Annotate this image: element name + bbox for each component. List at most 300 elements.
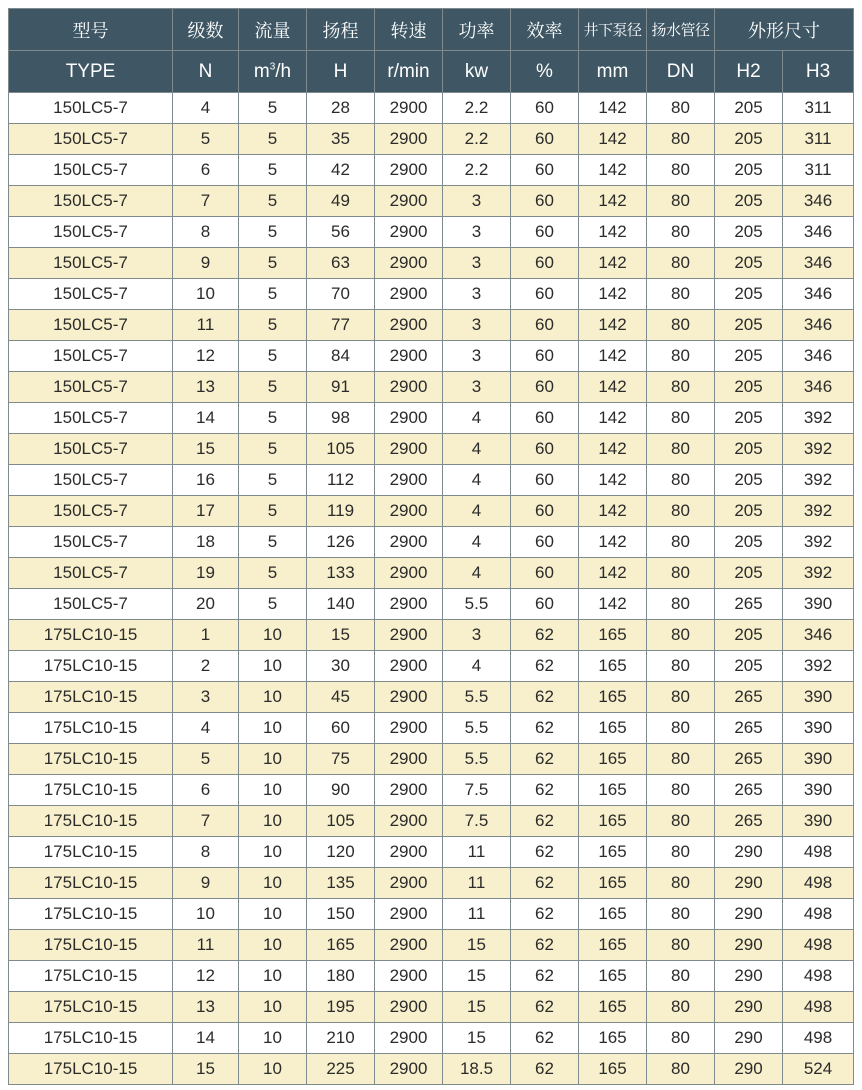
type-cell: 175LC10-15 bbox=[9, 1023, 173, 1054]
head-cell: 84 bbox=[307, 341, 375, 372]
unit-pipe-diameter: DN bbox=[647, 51, 715, 93]
table-row bbox=[9, 589, 854, 620]
h2-cell: 205 bbox=[715, 496, 783, 527]
speed-cell: 2900 bbox=[375, 434, 443, 465]
table-row bbox=[9, 713, 854, 744]
speed-cell: 2900 bbox=[375, 620, 443, 651]
type-cell: 175LC10-15 bbox=[9, 806, 173, 837]
flow-cell: 5 bbox=[239, 465, 307, 496]
speed-cell: 2900 bbox=[375, 1054, 443, 1085]
efficiency-cell: 60 bbox=[511, 124, 579, 155]
h3-cell: 390 bbox=[783, 713, 854, 744]
table-body bbox=[9, 93, 854, 1085]
efficiency-cell: 62 bbox=[511, 992, 579, 1023]
h3-cell: 390 bbox=[783, 806, 854, 837]
type-cell: 150LC5-7 bbox=[9, 186, 173, 217]
speed-cell: 2900 bbox=[375, 465, 443, 496]
pipe-diameter-cell: 80 bbox=[647, 992, 715, 1023]
power-cell: 2.2 bbox=[443, 155, 511, 186]
speed-cell: 2900 bbox=[375, 744, 443, 775]
type-cell: 150LC5-7 bbox=[9, 155, 173, 186]
flow-cell: 10 bbox=[239, 713, 307, 744]
well-diameter-cell: 142 bbox=[579, 186, 647, 217]
flow-cell: 5 bbox=[239, 93, 307, 124]
pipe-diameter-cell: 80 bbox=[647, 310, 715, 341]
head-cell: 63 bbox=[307, 248, 375, 279]
power-cell: 2.2 bbox=[443, 93, 511, 124]
type-cell: 175LC10-15 bbox=[9, 775, 173, 806]
h2-cell: 265 bbox=[715, 806, 783, 837]
unit-head: H bbox=[307, 51, 375, 93]
speed-cell: 2900 bbox=[375, 651, 443, 682]
efficiency-cell: 60 bbox=[511, 403, 579, 434]
pipe-diameter-cell: 80 bbox=[647, 558, 715, 589]
flow-cell: 5 bbox=[239, 341, 307, 372]
speed-cell: 2900 bbox=[375, 217, 443, 248]
h3-cell: 392 bbox=[783, 434, 854, 465]
well-diameter-cell: 165 bbox=[579, 1023, 647, 1054]
h3-cell: 498 bbox=[783, 992, 854, 1023]
speed-cell: 2900 bbox=[375, 496, 443, 527]
efficiency-cell: 62 bbox=[511, 651, 579, 682]
type-cell: 150LC5-7 bbox=[9, 248, 173, 279]
head-cell: 105 bbox=[307, 806, 375, 837]
well-diameter-cell: 165 bbox=[579, 651, 647, 682]
table-row bbox=[9, 1023, 854, 1054]
type-cell: 150LC5-7 bbox=[9, 558, 173, 589]
type-cell: 150LC5-7 bbox=[9, 527, 173, 558]
well-diameter-cell: 142 bbox=[579, 589, 647, 620]
h2-cell: 290 bbox=[715, 930, 783, 961]
type-cell: 175LC10-15 bbox=[9, 651, 173, 682]
h2-cell: 205 bbox=[715, 434, 783, 465]
power-cell: 4 bbox=[443, 558, 511, 589]
power-cell: 3 bbox=[443, 248, 511, 279]
unit-power: kw bbox=[443, 51, 511, 93]
power-cell: 2.2 bbox=[443, 124, 511, 155]
type-cell: 175LC10-15 bbox=[9, 620, 173, 651]
type-cell: 175LC10-15 bbox=[9, 682, 173, 713]
h3-cell: 498 bbox=[783, 837, 854, 868]
efficiency-cell: 60 bbox=[511, 217, 579, 248]
h2-cell: 205 bbox=[715, 310, 783, 341]
stages-cell: 5 bbox=[173, 124, 239, 155]
efficiency-cell: 60 bbox=[511, 465, 579, 496]
power-cell: 5.5 bbox=[443, 713, 511, 744]
power-cell: 7.5 bbox=[443, 775, 511, 806]
stages-cell: 15 bbox=[173, 1054, 239, 1085]
h3-cell: 390 bbox=[783, 775, 854, 806]
efficiency-cell: 62 bbox=[511, 930, 579, 961]
flow-cell: 5 bbox=[239, 279, 307, 310]
type-cell: 175LC10-15 bbox=[9, 713, 173, 744]
power-cell: 5.5 bbox=[443, 744, 511, 775]
unit-type: TYPE bbox=[9, 51, 173, 93]
power-cell: 4 bbox=[443, 496, 511, 527]
head-cell: 126 bbox=[307, 527, 375, 558]
head-cell: 28 bbox=[307, 93, 375, 124]
h2-cell: 205 bbox=[715, 403, 783, 434]
stages-cell: 9 bbox=[173, 868, 239, 899]
power-cell: 4 bbox=[443, 465, 511, 496]
efficiency-cell: 60 bbox=[511, 434, 579, 465]
header-type: 型号 bbox=[9, 9, 173, 51]
speed-cell: 2900 bbox=[375, 713, 443, 744]
stages-cell: 6 bbox=[173, 775, 239, 806]
head-cell: 135 bbox=[307, 868, 375, 899]
h2-cell: 290 bbox=[715, 1054, 783, 1085]
speed-cell: 2900 bbox=[375, 868, 443, 899]
power-cell: 15 bbox=[443, 992, 511, 1023]
pipe-diameter-cell: 80 bbox=[647, 155, 715, 186]
head-cell: 150 bbox=[307, 899, 375, 930]
well-diameter-cell: 165 bbox=[579, 806, 647, 837]
h3-cell: 392 bbox=[783, 403, 854, 434]
stages-cell: 16 bbox=[173, 465, 239, 496]
power-cell: 3 bbox=[443, 372, 511, 403]
h3-cell: 346 bbox=[783, 310, 854, 341]
well-diameter-cell: 142 bbox=[579, 155, 647, 186]
head-cell: 165 bbox=[307, 930, 375, 961]
head-cell: 98 bbox=[307, 403, 375, 434]
efficiency-cell: 60 bbox=[511, 372, 579, 403]
table-row bbox=[9, 341, 854, 372]
speed-cell: 2900 bbox=[375, 1023, 443, 1054]
head-cell: 119 bbox=[307, 496, 375, 527]
well-diameter-cell: 142 bbox=[579, 372, 647, 403]
type-cell: 150LC5-7 bbox=[9, 496, 173, 527]
table-row bbox=[9, 186, 854, 217]
h3-cell: 346 bbox=[783, 279, 854, 310]
flow-cell: 10 bbox=[239, 992, 307, 1023]
unit-h3: H3 bbox=[783, 51, 854, 93]
efficiency-cell: 60 bbox=[511, 589, 579, 620]
head-cell: 140 bbox=[307, 589, 375, 620]
table-row bbox=[9, 217, 854, 248]
head-cell: 133 bbox=[307, 558, 375, 589]
pipe-diameter-cell: 80 bbox=[647, 589, 715, 620]
well-diameter-cell: 142 bbox=[579, 465, 647, 496]
pipe-diameter-cell: 80 bbox=[647, 527, 715, 558]
head-cell: 75 bbox=[307, 744, 375, 775]
h3-cell: 346 bbox=[783, 620, 854, 651]
flow-cell: 10 bbox=[239, 620, 307, 651]
power-cell: 5.5 bbox=[443, 682, 511, 713]
type-cell: 150LC5-7 bbox=[9, 279, 173, 310]
type-cell: 175LC10-15 bbox=[9, 837, 173, 868]
efficiency-cell: 60 bbox=[511, 155, 579, 186]
unit-flow-h: /h bbox=[275, 60, 292, 82]
h3-cell: 311 bbox=[783, 93, 854, 124]
table-row bbox=[9, 310, 854, 341]
power-cell: 4 bbox=[443, 434, 511, 465]
flow-cell: 10 bbox=[239, 744, 307, 775]
header-stages: 级数 bbox=[173, 9, 239, 51]
stages-cell: 19 bbox=[173, 558, 239, 589]
well-diameter-cell: 165 bbox=[579, 620, 647, 651]
head-cell: 180 bbox=[307, 961, 375, 992]
table-row bbox=[9, 899, 854, 930]
header-speed: 转速 bbox=[375, 9, 443, 51]
efficiency-cell: 62 bbox=[511, 899, 579, 930]
stages-cell: 20 bbox=[173, 589, 239, 620]
h2-cell: 205 bbox=[715, 155, 783, 186]
head-cell: 60 bbox=[307, 713, 375, 744]
pipe-diameter-cell: 80 bbox=[647, 124, 715, 155]
power-cell: 15 bbox=[443, 1023, 511, 1054]
h2-cell: 205 bbox=[715, 527, 783, 558]
head-cell: 35 bbox=[307, 124, 375, 155]
h3-cell: 524 bbox=[783, 1054, 854, 1085]
h2-cell: 205 bbox=[715, 372, 783, 403]
well-diameter-cell: 165 bbox=[579, 992, 647, 1023]
pipe-diameter-cell: 80 bbox=[647, 403, 715, 434]
h2-cell: 205 bbox=[715, 186, 783, 217]
speed-cell: 2900 bbox=[375, 403, 443, 434]
flow-cell: 10 bbox=[239, 806, 307, 837]
h3-cell: 346 bbox=[783, 186, 854, 217]
unit-flow-exponent: 3 bbox=[269, 61, 276, 73]
pipe-diameter-cell: 80 bbox=[647, 713, 715, 744]
well-diameter-cell: 165 bbox=[579, 868, 647, 899]
h3-cell: 346 bbox=[783, 217, 854, 248]
type-cell: 175LC10-15 bbox=[9, 930, 173, 961]
head-cell: 70 bbox=[307, 279, 375, 310]
head-cell: 90 bbox=[307, 775, 375, 806]
speed-cell: 2900 bbox=[375, 279, 443, 310]
table-row bbox=[9, 496, 854, 527]
pipe-diameter-cell: 80 bbox=[647, 496, 715, 527]
flow-cell: 5 bbox=[239, 403, 307, 434]
table-row bbox=[9, 372, 854, 403]
h2-cell: 265 bbox=[715, 682, 783, 713]
head-cell: 42 bbox=[307, 155, 375, 186]
flow-cell: 10 bbox=[239, 868, 307, 899]
stages-cell: 2 bbox=[173, 651, 239, 682]
flow-cell: 5 bbox=[239, 124, 307, 155]
power-cell: 4 bbox=[443, 527, 511, 558]
stages-cell: 9 bbox=[173, 248, 239, 279]
h3-cell: 498 bbox=[783, 1023, 854, 1054]
well-diameter-cell: 165 bbox=[579, 837, 647, 868]
unit-well-diameter: mm bbox=[579, 51, 647, 93]
pipe-diameter-cell: 80 bbox=[647, 1054, 715, 1085]
head-cell: 112 bbox=[307, 465, 375, 496]
table-row bbox=[9, 775, 854, 806]
table-row bbox=[9, 558, 854, 589]
h3-cell: 498 bbox=[783, 899, 854, 930]
type-cell: 150LC5-7 bbox=[9, 341, 173, 372]
stages-cell: 13 bbox=[173, 992, 239, 1023]
pipe-diameter-cell: 80 bbox=[647, 341, 715, 372]
h2-cell: 205 bbox=[715, 248, 783, 279]
h2-cell: 290 bbox=[715, 868, 783, 899]
power-cell: 11 bbox=[443, 868, 511, 899]
well-diameter-cell: 165 bbox=[579, 930, 647, 961]
h2-cell: 265 bbox=[715, 589, 783, 620]
well-diameter-cell: 165 bbox=[579, 682, 647, 713]
stages-cell: 14 bbox=[173, 1023, 239, 1054]
speed-cell: 2900 bbox=[375, 806, 443, 837]
flow-cell: 10 bbox=[239, 682, 307, 713]
head-cell: 77 bbox=[307, 310, 375, 341]
flow-cell: 10 bbox=[239, 837, 307, 868]
h2-cell: 290 bbox=[715, 837, 783, 868]
h2-cell: 205 bbox=[715, 651, 783, 682]
stages-cell: 13 bbox=[173, 372, 239, 403]
h3-cell: 498 bbox=[783, 868, 854, 899]
table-row bbox=[9, 868, 854, 899]
pipe-diameter-cell: 80 bbox=[647, 930, 715, 961]
h3-cell: 392 bbox=[783, 527, 854, 558]
type-cell: 175LC10-15 bbox=[9, 1054, 173, 1085]
power-cell: 3 bbox=[443, 310, 511, 341]
speed-cell: 2900 bbox=[375, 527, 443, 558]
h2-cell: 205 bbox=[715, 620, 783, 651]
stages-cell: 14 bbox=[173, 403, 239, 434]
stages-cell: 4 bbox=[173, 713, 239, 744]
power-cell: 11 bbox=[443, 899, 511, 930]
table-row bbox=[9, 403, 854, 434]
flow-cell: 10 bbox=[239, 651, 307, 682]
h2-cell: 205 bbox=[715, 93, 783, 124]
type-cell: 175LC10-15 bbox=[9, 899, 173, 930]
well-diameter-cell: 142 bbox=[579, 434, 647, 465]
stages-cell: 8 bbox=[173, 837, 239, 868]
head-cell: 56 bbox=[307, 217, 375, 248]
header-row-units bbox=[9, 51, 854, 93]
well-diameter-cell: 142 bbox=[579, 496, 647, 527]
stages-cell: 7 bbox=[173, 806, 239, 837]
type-cell: 175LC10-15 bbox=[9, 961, 173, 992]
efficiency-cell: 62 bbox=[511, 713, 579, 744]
h2-cell: 265 bbox=[715, 713, 783, 744]
speed-cell: 2900 bbox=[375, 124, 443, 155]
pipe-diameter-cell: 80 bbox=[647, 806, 715, 837]
table-row bbox=[9, 744, 854, 775]
h2-cell: 205 bbox=[715, 124, 783, 155]
well-diameter-cell: 142 bbox=[579, 93, 647, 124]
table-row bbox=[9, 651, 854, 682]
well-diameter-cell: 142 bbox=[579, 310, 647, 341]
stages-cell: 1 bbox=[173, 620, 239, 651]
speed-cell: 2900 bbox=[375, 248, 443, 279]
head-cell: 15 bbox=[307, 620, 375, 651]
power-cell: 3 bbox=[443, 620, 511, 651]
speed-cell: 2900 bbox=[375, 372, 443, 403]
pipe-diameter-cell: 80 bbox=[647, 93, 715, 124]
h3-cell: 392 bbox=[783, 558, 854, 589]
flow-cell: 5 bbox=[239, 589, 307, 620]
table-row bbox=[9, 961, 854, 992]
h3-cell: 311 bbox=[783, 155, 854, 186]
well-diameter-cell: 165 bbox=[579, 899, 647, 930]
pipe-diameter-cell: 80 bbox=[647, 434, 715, 465]
flow-cell: 5 bbox=[239, 527, 307, 558]
well-diameter-cell: 142 bbox=[579, 279, 647, 310]
stages-cell: 18 bbox=[173, 527, 239, 558]
flow-cell: 5 bbox=[239, 155, 307, 186]
flow-cell: 5 bbox=[239, 310, 307, 341]
power-cell: 3 bbox=[443, 217, 511, 248]
efficiency-cell: 62 bbox=[511, 868, 579, 899]
h3-cell: 392 bbox=[783, 496, 854, 527]
table-row bbox=[9, 527, 854, 558]
stages-cell: 15 bbox=[173, 434, 239, 465]
h2-cell: 205 bbox=[715, 341, 783, 372]
h2-cell: 265 bbox=[715, 775, 783, 806]
stages-cell: 17 bbox=[173, 496, 239, 527]
stages-cell: 4 bbox=[173, 93, 239, 124]
head-cell: 120 bbox=[307, 837, 375, 868]
flow-cell: 5 bbox=[239, 248, 307, 279]
power-cell: 11 bbox=[443, 837, 511, 868]
well-diameter-cell: 142 bbox=[579, 248, 647, 279]
type-cell: 150LC5-7 bbox=[9, 310, 173, 341]
flow-cell: 5 bbox=[239, 496, 307, 527]
pipe-diameter-cell: 80 bbox=[647, 372, 715, 403]
stages-cell: 11 bbox=[173, 310, 239, 341]
type-cell: 175LC10-15 bbox=[9, 992, 173, 1023]
pipe-diameter-cell: 80 bbox=[647, 217, 715, 248]
efficiency-cell: 60 bbox=[511, 279, 579, 310]
h3-cell: 498 bbox=[783, 961, 854, 992]
power-cell: 18.5 bbox=[443, 1054, 511, 1085]
unit-flow-m: m bbox=[253, 60, 270, 82]
type-cell: 150LC5-7 bbox=[9, 93, 173, 124]
table-row bbox=[9, 992, 854, 1023]
efficiency-cell: 60 bbox=[511, 186, 579, 217]
stages-cell: 10 bbox=[173, 899, 239, 930]
speed-cell: 2900 bbox=[375, 341, 443, 372]
well-diameter-cell: 142 bbox=[579, 217, 647, 248]
well-diameter-cell: 142 bbox=[579, 124, 647, 155]
h3-cell: 390 bbox=[783, 744, 854, 775]
header-dimensions: 外形尺寸 bbox=[715, 9, 854, 51]
efficiency-cell: 60 bbox=[511, 93, 579, 124]
pipe-diameter-cell: 80 bbox=[647, 1023, 715, 1054]
stages-cell: 8 bbox=[173, 217, 239, 248]
h3-cell: 346 bbox=[783, 248, 854, 279]
power-cell: 3 bbox=[443, 279, 511, 310]
flow-cell: 10 bbox=[239, 1023, 307, 1054]
h3-cell: 311 bbox=[783, 124, 854, 155]
unit-speed: r/min bbox=[375, 51, 443, 93]
efficiency-cell: 62 bbox=[511, 1023, 579, 1054]
table-row bbox=[9, 248, 854, 279]
pipe-diameter-cell: 80 bbox=[647, 620, 715, 651]
table-row bbox=[9, 279, 854, 310]
table-row bbox=[9, 124, 854, 155]
flow-cell: 10 bbox=[239, 930, 307, 961]
h2-cell: 265 bbox=[715, 744, 783, 775]
speed-cell: 2900 bbox=[375, 93, 443, 124]
type-cell: 175LC10-15 bbox=[9, 868, 173, 899]
unit-efficiency: % bbox=[511, 51, 579, 93]
header-flow: 流量 bbox=[239, 9, 307, 51]
flow-cell: 5 bbox=[239, 434, 307, 465]
power-cell: 4 bbox=[443, 403, 511, 434]
power-cell: 3 bbox=[443, 341, 511, 372]
efficiency-cell: 60 bbox=[511, 527, 579, 558]
head-cell: 91 bbox=[307, 372, 375, 403]
well-diameter-cell: 165 bbox=[579, 961, 647, 992]
head-cell: 105 bbox=[307, 434, 375, 465]
pipe-diameter-cell: 80 bbox=[647, 651, 715, 682]
type-cell: 150LC5-7 bbox=[9, 434, 173, 465]
unit-flow bbox=[239, 51, 307, 93]
flow-cell: 10 bbox=[239, 1054, 307, 1085]
